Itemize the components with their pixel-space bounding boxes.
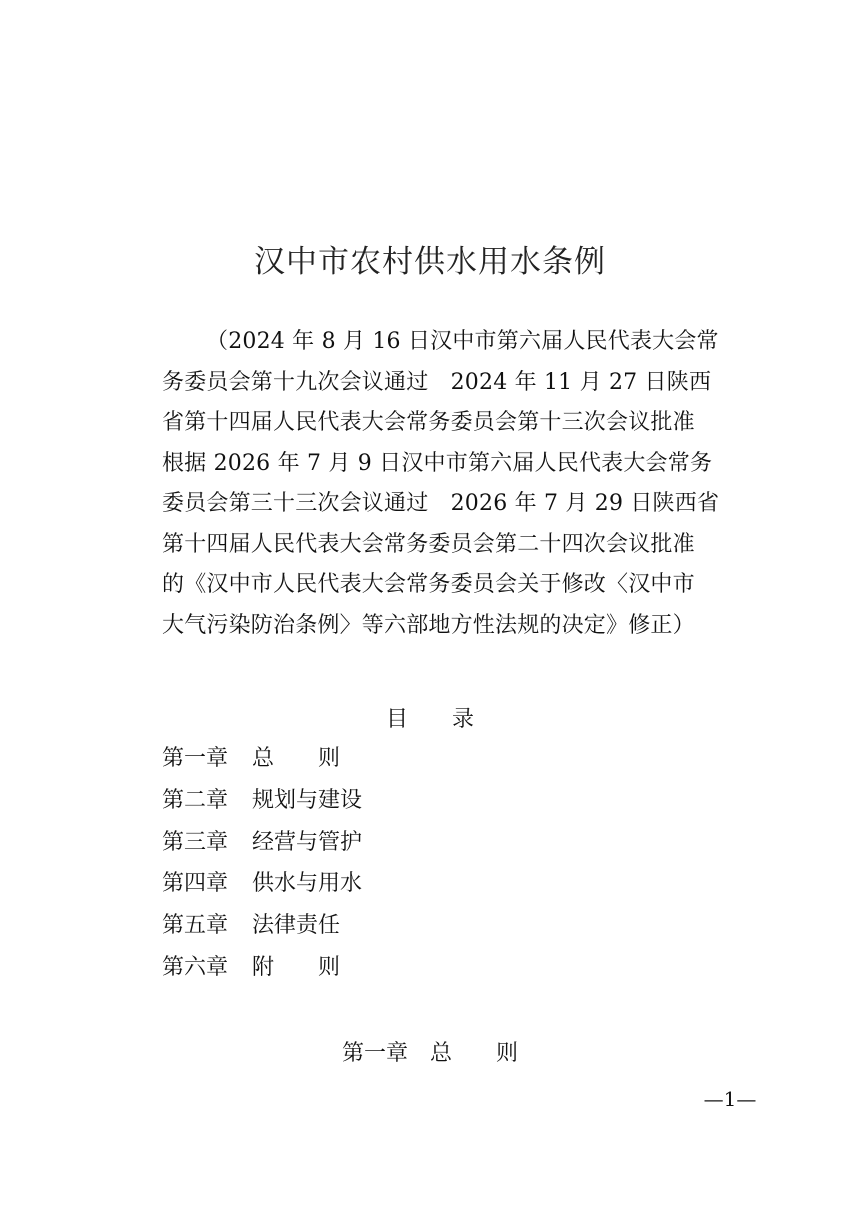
toc-chapter-title: 总则 (252, 746, 385, 771)
toc-chapter-number: 第三章 (162, 829, 229, 855)
page-number: —1— (703, 1087, 757, 1111)
preamble-line: （2024 年 8 月 16 日汉中市第六届人民代表大会常 (206, 329, 719, 354)
chapter-heading (0, 1036, 860, 1067)
toc-heading (0, 702, 860, 733)
toc-chapter-number: 第一章 (162, 746, 229, 771)
toc-item (162, 905, 710, 947)
toc-heading-part: 录 (452, 707, 475, 732)
toc-chapter-title: 法律责任 (252, 913, 341, 939)
toc-chapter-title: 经营与管护 (252, 829, 363, 855)
toc-item (162, 780, 710, 822)
toc-chapter-number: 第二章 (162, 787, 229, 813)
preamble-line: 第十四届人民代表大会常务委员会第二十四次会议批准 (162, 531, 695, 557)
preamble-line: 根据 2026 年 7 月 9 日汉中市第六届人民代表大会常务 (162, 450, 713, 476)
chapter-heading-title: 总则 (430, 1041, 563, 1066)
toc-chapter-title: 供水与用水 (252, 871, 363, 897)
preamble (162, 322, 720, 646)
preamble-line: 的《汉中市人民代表大会常务委员会关于修改〈汉中市 (162, 572, 695, 597)
toc-chapter-number: 第五章 (162, 913, 229, 939)
toc-chapter-number: 第四章 (162, 871, 229, 897)
preamble-line: 务委员会第十九次会议通过 2024 年 11 月 27 日陕西 (162, 369, 712, 395)
toc-item (162, 947, 710, 989)
toc-chapter-number: 第六章 (162, 954, 229, 980)
toc-chapter-title: 附则 (252, 954, 385, 980)
preamble-line: 省第十四届人民代表大会常务委员会第十三次会议批准 (162, 410, 695, 435)
chapter-heading-number: 第一章 (341, 1041, 408, 1066)
preamble-line: 委员会第三十三次会议通过 2026 年 7 月 29 日陕西省 (162, 491, 720, 516)
table-of-contents (162, 738, 710, 989)
preamble-line: 大气污染防治条例〉等六部地方性法规的决定》修正） (162, 612, 695, 638)
toc-item (162, 863, 710, 905)
toc-chapter-title: 规划与建设 (252, 787, 363, 813)
toc-item (162, 738, 710, 780)
toc-heading-part: 目 (385, 707, 408, 732)
document-title: 汉中市农村供水用水条例 (254, 244, 606, 280)
toc-item (162, 822, 710, 864)
